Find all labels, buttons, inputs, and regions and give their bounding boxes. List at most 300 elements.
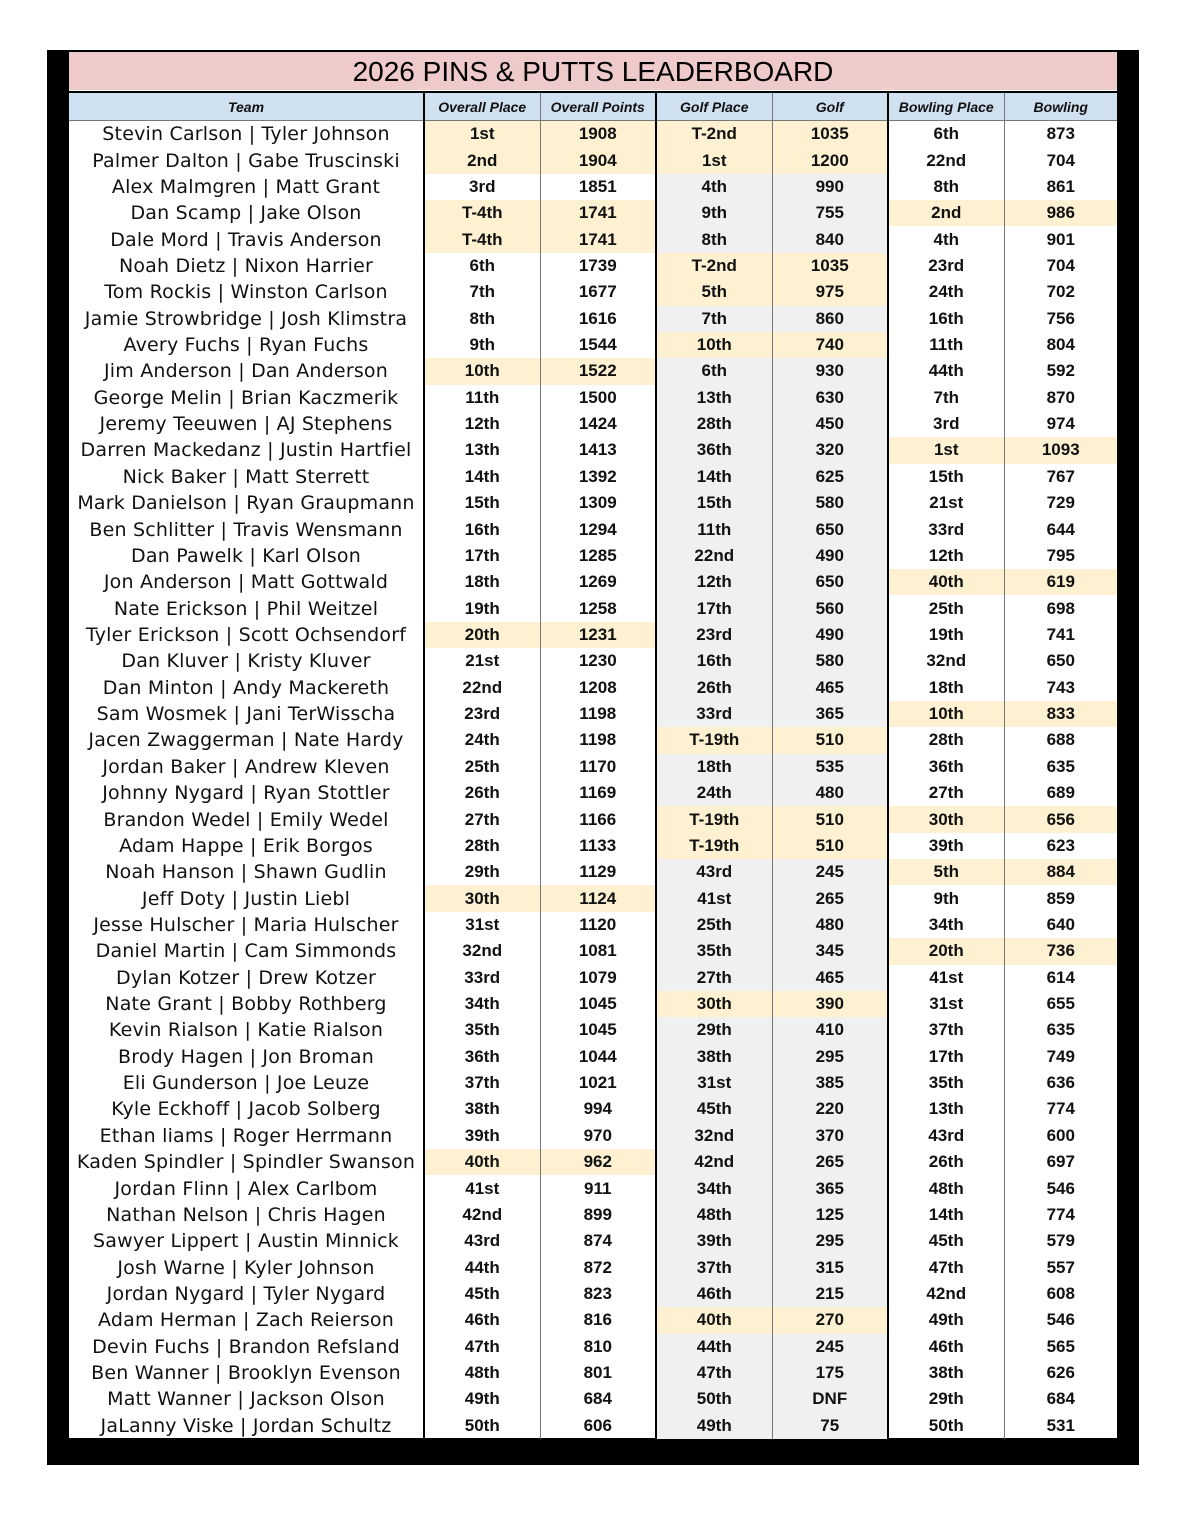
table-row <box>69 885 1117 911</box>
team-cell: Dylan Kotzer | Drew Kotzer <box>69 965 424 991</box>
golf-score-cell: 975 <box>772 279 888 305</box>
bowling-place-cell: 48th <box>888 1175 1004 1201</box>
golf-place-cell: 41st <box>656 885 772 911</box>
golf-score-cell: 560 <box>772 595 888 621</box>
golf-score-cell: 390 <box>772 991 888 1017</box>
table-row <box>69 1017 1117 1043</box>
golf-score-cell: 345 <box>772 938 888 964</box>
overall-points-cell: 1424 <box>540 411 656 437</box>
bowling-score-cell: 698 <box>1046 598 1075 618</box>
bowling-score-cell: 749 <box>1046 1046 1075 1066</box>
golf-score-cell: 125 <box>772 1202 888 1228</box>
golf-place-cell: 17th <box>656 595 772 621</box>
golf-score-cell: 450 <box>772 411 888 437</box>
overall-place-cell: 36th <box>424 1044 540 1070</box>
bowling-score-cell: 704 <box>1046 150 1075 170</box>
team-cell: Dan Scamp | Jake Olson <box>69 200 424 226</box>
team-cell: Darren Mackedanz | Justin Hartfiel <box>69 437 424 463</box>
golf-place-cell: 46th <box>656 1281 772 1307</box>
bowling-place-cell: 40th <box>888 569 1004 595</box>
golf-place-cell: 23rd <box>656 622 772 648</box>
overall-points-cell: 1269 <box>540 569 656 595</box>
team-cell: Palmer Dalton | Gabe Truscinski <box>69 147 424 173</box>
overall-points-cell: 1258 <box>540 595 656 621</box>
overall-place-cell: 8th <box>424 306 540 332</box>
golf-place-cell: 1st <box>656 147 772 173</box>
header-row <box>69 92 1117 121</box>
bowling-score-cell: 774 <box>1046 1099 1075 1119</box>
bowling-place-cell: 13th <box>888 1096 1004 1122</box>
header-golf-place: Golf Place <box>656 92 772 121</box>
header-team: Team <box>69 92 424 121</box>
golf-score-cell: 265 <box>772 885 888 911</box>
team-cell: Jordan Nygard | Tyler Nygard <box>69 1281 424 1307</box>
team-cell: Johnny Nygard | Ryan Stottler <box>69 780 424 806</box>
team-cell: Noah Hanson | Shawn Gudlin <box>69 859 424 885</box>
bowling-score-cell: 736 <box>1004 938 1117 964</box>
overall-place-cell: 6th <box>424 253 540 279</box>
bowling-place-cell: 28th <box>888 727 1004 753</box>
team-cell: Josh Warne | Kyler Johnson <box>69 1254 424 1280</box>
bowling-score-cell: 579 <box>1046 1231 1075 1251</box>
bowling-place-cell: 4th <box>888 226 1004 252</box>
bowling-score-cell: 592 <box>1046 361 1075 381</box>
table-row <box>69 1281 1117 1307</box>
team-cell: Adam Herman | Zach Reierson <box>69 1307 424 1333</box>
golf-score-cell: 320 <box>772 437 888 463</box>
overall-points-cell: 1045 <box>540 1017 656 1043</box>
team-cell: Matt Wanner | Jackson Olson <box>69 1386 424 1412</box>
bowling-place-cell: 37th <box>888 1017 1004 1043</box>
team-cell: Ben Schlitter | Travis Wensmann <box>69 516 424 542</box>
bowling-score-cell: 702 <box>1046 282 1075 302</box>
overall-points-cell: 1741 <box>540 200 656 226</box>
bowling-place-cell: 33rd <box>888 516 1004 542</box>
overall-place-cell: 34th <box>424 991 540 1017</box>
golf-place-cell: 27th <box>656 965 772 991</box>
bowling-score-cell: 626 <box>1046 1363 1075 1383</box>
golf-place-cell: 43rd <box>656 859 772 885</box>
overall-place-cell: 45th <box>424 1281 540 1307</box>
overall-place-cell: 22nd <box>424 675 540 701</box>
overall-place-cell: 50th <box>424 1413 540 1439</box>
overall-place-cell: 7th <box>424 279 540 305</box>
leaderboard-table <box>69 91 1117 1439</box>
table-row <box>69 569 1117 595</box>
overall-points-cell: 1044 <box>540 1044 656 1070</box>
bowling-score-cell: 986 <box>1004 200 1117 226</box>
overall-points-cell: 823 <box>540 1281 656 1307</box>
table-row <box>69 859 1117 885</box>
bowling-place-cell: 32nd <box>888 648 1004 674</box>
overall-points-cell: 1166 <box>540 806 656 832</box>
golf-score-cell: 1035 <box>772 253 888 279</box>
bowling-place-cell: 3rd <box>888 411 1004 437</box>
overall-place-cell: 41st <box>424 1175 540 1201</box>
overall-points-cell: 872 <box>540 1254 656 1280</box>
golf-score-cell: 510 <box>772 833 888 859</box>
overall-points-cell: 1904 <box>540 147 656 173</box>
bowling-place-cell: 8th <box>888 174 1004 200</box>
overall-place-cell: 18th <box>424 569 540 595</box>
team-cell: Kevin Rialson | Katie Rialson <box>69 1017 424 1043</box>
golf-score-cell: 990 <box>772 174 888 200</box>
bowling-score-cell: 684 <box>1046 1389 1075 1409</box>
table-row <box>69 727 1117 753</box>
table-row <box>69 991 1117 1017</box>
overall-points-cell: 1908 <box>540 121 656 148</box>
golf-score-cell: 490 <box>772 622 888 648</box>
bowling-place-cell: 6th <box>888 121 1004 148</box>
overall-points-cell: 899 <box>540 1202 656 1228</box>
bowling-place-cell: 10th <box>888 701 1004 727</box>
golf-score-cell: 385 <box>772 1070 888 1096</box>
bowling-score-cell: 546 <box>1046 1310 1075 1330</box>
team-cell: JaLanny Viske | Jordan Schultz <box>69 1413 424 1439</box>
bowling-place-cell: 17th <box>888 1044 1004 1070</box>
overall-place-cell: 43rd <box>424 1228 540 1254</box>
bowling-place-cell: 19th <box>888 622 1004 648</box>
team-cell: Ben Wanner | Brooklyn Evenson <box>69 1360 424 1386</box>
bowling-score-cell: 901 <box>1046 229 1075 249</box>
bowling-score-cell: 974 <box>1046 414 1075 434</box>
bowling-score-cell: 729 <box>1046 493 1075 513</box>
overall-place-cell: T-4th <box>424 200 540 226</box>
leaderboard-rows <box>69 121 1117 1439</box>
bowling-place-cell: 2nd <box>888 200 1004 226</box>
golf-place-cell: 40th <box>656 1307 772 1333</box>
table-row <box>69 622 1117 648</box>
overall-place-cell: 49th <box>424 1386 540 1412</box>
golf-place-cell: 28th <box>656 411 772 437</box>
overall-points-cell: 1208 <box>540 675 656 701</box>
bowling-place-cell: 35th <box>888 1070 1004 1096</box>
overall-place-cell: 48th <box>424 1360 540 1386</box>
bowling-score-cell: 636 <box>1046 1073 1075 1093</box>
golf-place-cell: 11th <box>656 516 772 542</box>
golf-place-cell: 49th <box>656 1413 772 1439</box>
overall-points-cell: 810 <box>540 1334 656 1360</box>
table-row <box>69 1044 1117 1070</box>
bowling-score-cell: 635 <box>1046 1020 1075 1040</box>
table-row <box>69 174 1117 200</box>
overall-place-cell: 17th <box>424 543 540 569</box>
overall-place-cell: 37th <box>424 1070 540 1096</box>
table-row <box>69 358 1117 384</box>
team-cell: Brandon Wedel | Emily Wedel <box>69 806 424 832</box>
bowling-score-cell: 697 <box>1046 1152 1075 1172</box>
overall-points-cell: 1133 <box>540 833 656 859</box>
bowling-place-cell: 46th <box>888 1334 1004 1360</box>
golf-score-cell: 840 <box>772 226 888 252</box>
golf-place-cell: 44th <box>656 1334 772 1360</box>
overall-place-cell: 32nd <box>424 938 540 964</box>
overall-points-cell: 816 <box>540 1307 656 1333</box>
team-cell: Alex Malmgren | Matt Grant <box>69 174 424 200</box>
bowling-place-cell: 34th <box>888 912 1004 938</box>
bowling-score-cell: 795 <box>1046 545 1075 565</box>
overall-points-cell: 1294 <box>540 516 656 542</box>
overall-points-cell: 1285 <box>540 543 656 569</box>
bowling-place-cell: 42nd <box>888 1281 1004 1307</box>
golf-place-cell: 32nd <box>656 1123 772 1149</box>
overall-points-cell: 1851 <box>540 174 656 200</box>
golf-place-cell: T-19th <box>656 727 772 753</box>
table-row <box>69 1228 1117 1254</box>
team-cell: Nate Erickson | Phil Weitzel <box>69 595 424 621</box>
golf-place-cell: 29th <box>656 1017 772 1043</box>
overall-points-cell: 874 <box>540 1228 656 1254</box>
table-row <box>69 490 1117 516</box>
overall-points-cell: 1230 <box>540 648 656 674</box>
team-cell: Jacen Zwaggerman | Nate Hardy <box>69 727 424 753</box>
table-row <box>69 938 1117 964</box>
bowling-place-cell: 18th <box>888 675 1004 701</box>
table-row <box>69 701 1117 727</box>
golf-place-cell: 42nd <box>656 1149 772 1175</box>
golf-score-cell: DNF <box>772 1386 888 1412</box>
table-row <box>69 1413 1117 1439</box>
golf-place-cell: 22nd <box>656 543 772 569</box>
bowling-score-cell: 619 <box>1004 569 1117 595</box>
bowling-place-cell: 41st <box>888 965 1004 991</box>
overall-place-cell: T-4th <box>424 226 540 252</box>
bowling-place-cell: 15th <box>888 464 1004 490</box>
overall-points-cell: 994 <box>540 1096 656 1122</box>
golf-score-cell: 490 <box>772 543 888 569</box>
overall-points-cell: 1169 <box>540 780 656 806</box>
team-cell: Nick Baker | Matt Sterrett <box>69 464 424 490</box>
overall-points-cell: 1616 <box>540 306 656 332</box>
bowling-place-cell: 12th <box>888 543 1004 569</box>
bowling-place-cell: 16th <box>888 306 1004 332</box>
bowling-score-cell: 688 <box>1046 730 1075 750</box>
table-row <box>69 411 1117 437</box>
golf-place-cell: T-2nd <box>656 121 772 148</box>
overall-place-cell: 25th <box>424 754 540 780</box>
golf-score-cell: 465 <box>772 965 888 991</box>
bowling-place-cell: 5th <box>888 859 1004 885</box>
team-cell: Sam Wosmek | Jani TerWisscha <box>69 701 424 727</box>
overall-points-cell: 1124 <box>540 885 656 911</box>
bowling-place-cell: 11th <box>888 332 1004 358</box>
table-row <box>69 648 1117 674</box>
overall-place-cell: 28th <box>424 833 540 859</box>
team-cell: George Melin | Brian Kaczmerik <box>69 385 424 411</box>
golf-score-cell: 510 <box>772 806 888 832</box>
golf-score-cell: 740 <box>772 332 888 358</box>
golf-place-cell: T-2nd <box>656 253 772 279</box>
bowling-score-cell: 656 <box>1004 806 1117 832</box>
overall-place-cell: 3rd <box>424 174 540 200</box>
table-row <box>69 1149 1117 1175</box>
golf-place-cell: 4th <box>656 174 772 200</box>
golf-score-cell: 480 <box>772 780 888 806</box>
team-cell: Stevin Carlson | Tyler Johnson <box>69 121 424 148</box>
golf-place-cell: 10th <box>656 332 772 358</box>
overall-place-cell: 44th <box>424 1254 540 1280</box>
overall-place-cell: 23rd <box>424 701 540 727</box>
overall-points-cell: 1739 <box>540 253 656 279</box>
golf-place-cell: T-19th <box>656 833 772 859</box>
bowling-place-cell: 49th <box>888 1307 1004 1333</box>
golf-place-cell: 47th <box>656 1360 772 1386</box>
overall-place-cell: 19th <box>424 595 540 621</box>
bowling-score-cell: 884 <box>1004 859 1117 885</box>
overall-points-cell: 970 <box>540 1123 656 1149</box>
leaderboard-sheet <box>69 52 1117 1438</box>
bowling-place-cell: 45th <box>888 1228 1004 1254</box>
golf-place-cell: 18th <box>656 754 772 780</box>
bowling-place-cell: 26th <box>888 1149 1004 1175</box>
overall-place-cell: 24th <box>424 727 540 753</box>
bowling-score-cell: 565 <box>1046 1336 1075 1356</box>
golf-place-cell: 12th <box>656 569 772 595</box>
overall-points-cell: 1198 <box>540 727 656 753</box>
table-row <box>69 1070 1117 1096</box>
table-row <box>69 1254 1117 1280</box>
golf-score-cell: 365 <box>772 701 888 727</box>
bowling-place-cell: 50th <box>888 1413 1004 1439</box>
table-row <box>69 1386 1117 1412</box>
bowling-score-cell: 767 <box>1046 466 1075 486</box>
table-row <box>69 543 1117 569</box>
bowling-place-cell: 38th <box>888 1360 1004 1386</box>
overall-place-cell: 42nd <box>424 1202 540 1228</box>
table-row <box>69 200 1117 226</box>
table-row <box>69 464 1117 490</box>
overall-points-cell: 1021 <box>540 1070 656 1096</box>
team-cell: Dan Pawelk | Karl Olson <box>69 543 424 569</box>
bowling-place-cell: 7th <box>888 385 1004 411</box>
golf-place-cell: 38th <box>656 1044 772 1070</box>
golf-score-cell: 245 <box>772 859 888 885</box>
golf-place-cell: 9th <box>656 200 772 226</box>
table-row <box>69 1096 1117 1122</box>
golf-place-cell: 50th <box>656 1386 772 1412</box>
overall-place-cell: 1st <box>424 121 540 148</box>
bowling-score-cell: 774 <box>1046 1204 1075 1224</box>
bowling-place-cell: 25th <box>888 595 1004 621</box>
bowling-score-cell: 650 <box>1046 651 1075 671</box>
bowling-place-cell: 31st <box>888 991 1004 1017</box>
golf-place-cell: 13th <box>656 385 772 411</box>
table-row <box>69 780 1117 806</box>
golf-place-cell: 16th <box>656 648 772 674</box>
bowling-score-cell: 644 <box>1046 519 1075 539</box>
golf-score-cell: 625 <box>772 464 888 490</box>
table-row <box>69 833 1117 859</box>
bowling-score-cell: 635 <box>1046 756 1075 776</box>
golf-score-cell: 480 <box>772 912 888 938</box>
golf-score-cell: 175 <box>772 1360 888 1386</box>
golf-place-cell: 45th <box>656 1096 772 1122</box>
overall-place-cell: 40th <box>424 1149 540 1175</box>
overall-place-cell: 21st <box>424 648 540 674</box>
bowling-score-cell: 655 <box>1046 994 1075 1014</box>
golf-place-cell: 30th <box>656 991 772 1017</box>
bowling-score-cell: 741 <box>1046 625 1075 644</box>
golf-score-cell: 535 <box>772 754 888 780</box>
table-row <box>69 1202 1117 1228</box>
golf-score-cell: 220 <box>772 1096 888 1122</box>
golf-score-cell: 755 <box>772 200 888 226</box>
team-cell: Devin Fuchs | Brandon Refsland <box>69 1334 424 1360</box>
overall-points-cell: 1081 <box>540 938 656 964</box>
overall-points-cell: 1129 <box>540 859 656 885</box>
golf-score-cell: 410 <box>772 1017 888 1043</box>
table-row <box>69 912 1117 938</box>
bowling-score-cell: 861 <box>1046 176 1075 196</box>
team-cell: Dale Mord | Travis Anderson <box>69 226 424 252</box>
bowling-score-cell: 756 <box>1046 308 1075 328</box>
overall-place-cell: 11th <box>424 385 540 411</box>
overall-points-cell: 1741 <box>540 226 656 252</box>
golf-score-cell: 630 <box>772 385 888 411</box>
overall-points-cell: 911 <box>540 1175 656 1201</box>
bowling-score-cell: 804 <box>1046 335 1075 355</box>
golf-score-cell: 580 <box>772 648 888 674</box>
bowling-score-cell: 608 <box>1046 1283 1075 1303</box>
bowling-score-cell: 704 <box>1046 255 1075 275</box>
golf-score-cell: 295 <box>772 1044 888 1070</box>
header-overall-place: Overall Place <box>424 92 540 121</box>
table-row <box>69 253 1117 279</box>
table-row <box>69 1175 1117 1201</box>
golf-score-cell: 580 <box>772 490 888 516</box>
golf-place-cell: 48th <box>656 1202 772 1228</box>
golf-place-cell: 6th <box>656 358 772 384</box>
golf-place-cell: 33rd <box>656 701 772 727</box>
overall-points-cell: 1170 <box>540 754 656 780</box>
golf-place-cell: 35th <box>656 938 772 964</box>
overall-place-cell: 12th <box>424 411 540 437</box>
team-cell: Jesse Hulscher | Maria Hulscher <box>69 912 424 938</box>
table-row <box>69 516 1117 542</box>
golf-score-cell: 1200 <box>772 147 888 173</box>
overall-points-cell: 1522 <box>540 358 656 384</box>
overall-points-cell: 1079 <box>540 965 656 991</box>
bowling-place-cell: 27th <box>888 780 1004 806</box>
overall-place-cell: 20th <box>424 622 540 648</box>
golf-place-cell: 14th <box>656 464 772 490</box>
golf-place-cell: 31st <box>656 1070 772 1096</box>
team-cell: Eli Gunderson | Joe Leuze <box>69 1070 424 1096</box>
overall-place-cell: 9th <box>424 332 540 358</box>
golf-score-cell: 465 <box>772 675 888 701</box>
overall-points-cell: 606 <box>540 1413 656 1439</box>
overall-place-cell: 26th <box>424 780 540 806</box>
overall-place-cell: 31st <box>424 912 540 938</box>
overall-points-cell: 1309 <box>540 490 656 516</box>
bowling-score-cell: 1093 <box>1004 437 1117 463</box>
overall-points-cell: 1544 <box>540 332 656 358</box>
team-cell: Jeremy Teeuwen | AJ Stephens <box>69 411 424 437</box>
bowling-score-cell: 623 <box>1046 835 1075 855</box>
overall-points-cell: 1120 <box>540 912 656 938</box>
team-cell: Sawyer Lippert | Austin Minnick <box>69 1228 424 1254</box>
table-row <box>69 1334 1117 1360</box>
table-row <box>69 306 1117 332</box>
bowling-place-cell: 23rd <box>888 253 1004 279</box>
overall-place-cell: 2nd <box>424 147 540 173</box>
golf-place-cell: 15th <box>656 490 772 516</box>
golf-score-cell: 295 <box>772 1228 888 1254</box>
overall-place-cell: 15th <box>424 490 540 516</box>
overall-points-cell: 962 <box>540 1149 656 1175</box>
bowling-place-cell: 30th <box>888 806 1004 832</box>
bowling-place-cell: 9th <box>888 885 1004 911</box>
